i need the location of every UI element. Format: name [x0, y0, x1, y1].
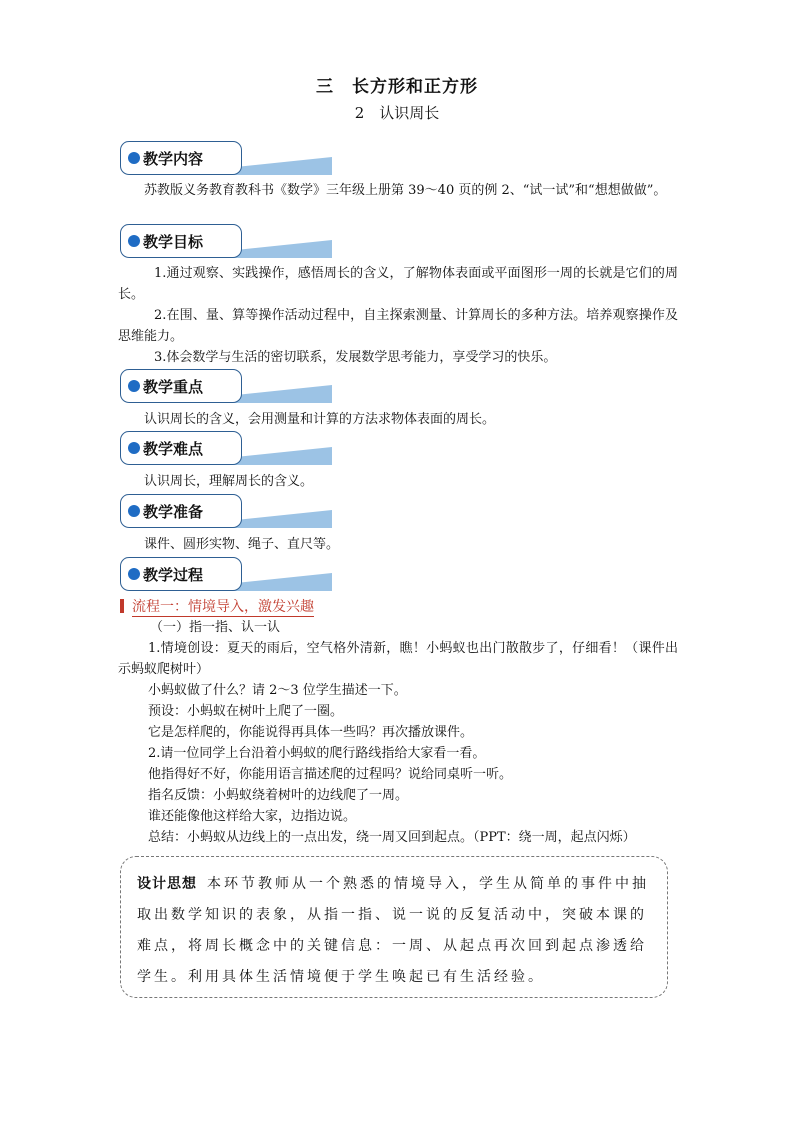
- flow-heading-text: 流程一：情境导入，激发兴趣: [132, 599, 314, 615]
- section-tag-prep: [120, 494, 275, 532]
- goal-item-1: 1.通过观察、实践操作，感悟周长的含义，了解物体表面或平面图形一周的长就是它们的周长。: [118, 266, 678, 302]
- goal-item-2: 2.在围、量、算等操作活动过程中，自主探索测量、计算周长的多种方法。培养观察操作及思维能力。: [118, 308, 678, 344]
- difficulty-text: 认识周长，理解周长的含义。: [144, 474, 314, 489]
- lesson-title: 2 认识周长: [354, 104, 440, 122]
- tag-pill: [120, 141, 242, 175]
- flow-line-9: 谁还能像他这样给大家，边指边说。: [148, 809, 357, 824]
- red-bar-icon: [120, 599, 124, 613]
- chapter-title: 三 长方形和正方形: [316, 77, 478, 97]
- bullet-dot-icon: [128, 505, 140, 517]
- prep-text: 课件、圆形实物、绳子、直尺等。: [144, 537, 340, 552]
- key-text: 认识周长的含义，会用测量和计算的方法求物体表面的周长。: [144, 412, 496, 427]
- section-label: 教学目标: [143, 233, 204, 251]
- section-label: 教学难点: [143, 440, 204, 458]
- tag-pill: [120, 557, 242, 591]
- section-tag-process: [120, 557, 275, 595]
- content-text: 苏教版义务教育教科书《数学》三年级上册第 39～40 页的例 2、“试一试”和“想想做做”。: [144, 183, 667, 198]
- flow-line-1: （一）指一指、认一认: [150, 620, 281, 635]
- bullet-dot-icon: [128, 152, 140, 164]
- section-label: 教学准备: [143, 503, 204, 521]
- tag-pill: [120, 494, 242, 528]
- flow-heading: [120, 596, 314, 616]
- flow-line-5: 它是怎样爬的，你能说得再具体一些吗？再次播放课件。: [148, 725, 474, 740]
- bullet-dot-icon: [128, 442, 140, 454]
- tag-pill: [120, 431, 242, 465]
- bullet-dot-icon: [128, 235, 140, 247]
- section-label: 教学过程: [143, 566, 204, 584]
- section-tag-content: [120, 141, 275, 179]
- bullet-dot-icon: [128, 380, 140, 392]
- section-tag-goals: [120, 224, 275, 262]
- design-thought-box: [120, 856, 668, 998]
- section-tag-difficulty: [120, 431, 275, 469]
- tag-pill: [120, 224, 242, 258]
- tag-pill: [120, 369, 242, 403]
- flow-line-2: 1.情境创设：夏天的雨后，空气格外清新，瞧！小蚂蚁也出门散散步了，仔细看！（课件出示蚂蚁爬树叶）: [118, 641, 678, 677]
- flow-line-4: 预设：小蚂蚁在树叶上爬了一圈。: [148, 704, 344, 719]
- flow-line-3: 小蚂蚁做了什么？请 2～3 位学生描述一下。: [148, 683, 407, 698]
- goal-item-3: 3.体会数学与生活的密切联系，发展数学思考能力，享受学习的快乐。: [154, 350, 557, 365]
- section-label: 教学重点: [143, 378, 204, 396]
- section-label: 教学内容: [143, 150, 204, 168]
- bullet-dot-icon: [128, 568, 140, 580]
- design-thought-content: [137, 869, 653, 993]
- design-thought-text: 本环节教师从一个熟悉的情境导入，学生从简单的事件中抽取出数学知识的表象，从指一指、说一说的反复活动中，突破本课的难点，将周长概念中的关键信息：一周、从起点再次回到起点渗透给学生。利用具体生活情境便于学生唤起已有生活经验。: [137, 876, 649, 985]
- flow-line-7: 他指得好不好，你能用语言描述爬的过程吗？说给同桌听一听。: [148, 767, 513, 782]
- flow-line-8: 指名反馈：小蚂蚁绕着树叶的边线爬了一周。: [148, 788, 409, 803]
- flow-line-10: 总结：小蚂蚁从边线上的一点出发，绕一周又回到起点。（PPT：绕一周，起点闪烁）: [148, 830, 636, 845]
- section-tag-key: [120, 369, 275, 407]
- design-thought-label: 设计思想: [137, 876, 197, 892]
- flow-line-6: 2.请一位同学上台沿着小蚂蚁的爬行路线指给大家看一看。: [148, 746, 486, 761]
